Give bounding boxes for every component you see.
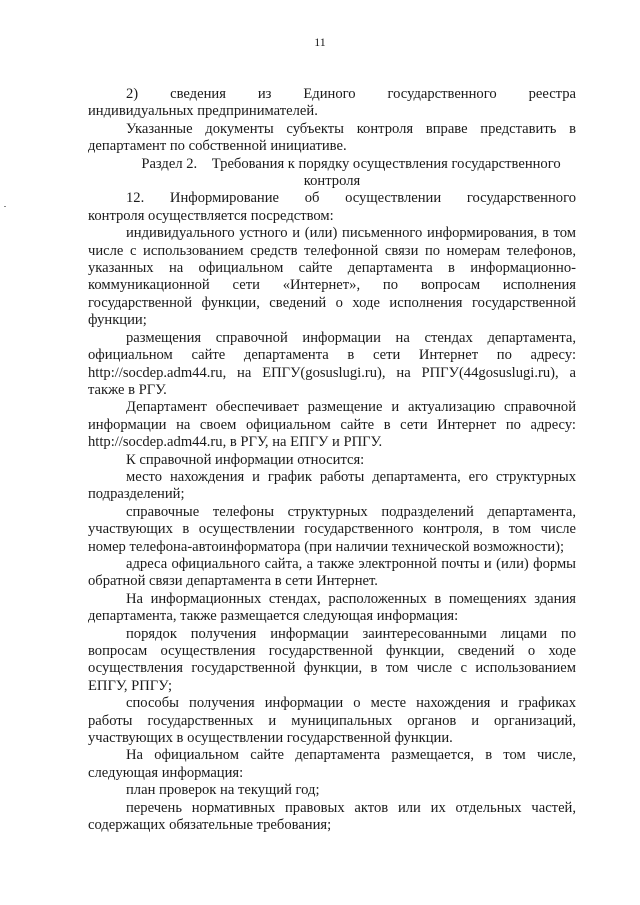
paragraph-legal-acts: перечень нормативных правовых актов или их отдельных частей, содержащих обязательные требования;: [88, 799, 576, 834]
paragraph-location-schedule: место нахождения и график работы департамента, его структурных подразделений;: [88, 468, 576, 503]
paragraph-12-intro: 12. Информирование об осуществлении государственного контроля осуществляется посредством:: [88, 190, 576, 224]
paragraph-info-methods: способы получения информации о месте нахождения и графиках работы государственных и муниципальных органов и организаций, участвующих в осуществлении государственной функции.: [88, 695, 576, 747]
page-number: 11: [314, 35, 326, 49]
paragraph-site-addresses: адреса официального сайта, а также электронной почты и (или) формы обратной связи департамента в сети Интернет.: [88, 555, 576, 590]
paragraph-individual-info: индивидуального устного и (или) письменного информирования, в том числе с использованием средств телефонной связи по номерам телефонов, указанных на официальном сайте департамента в информационно-коммуникационной сети «Интернет», по вопросам исполнения государственной функции, сведений о ходе исполнения государственной функции;: [88, 225, 576, 329]
section-label: Раздел 2.: [141, 155, 198, 172]
paragraph-reference-placement: размещения справочной информации на стендах департамента, официальном сайте департамента в сети Интернет по адресу: http://socdep.adm44.ru, на ЕПГУ(gosuslugi.ru), на РПГУ(44gosuslugi.ru), а также в РГУ.: [88, 329, 576, 398]
paragraph-registry-info: 2) сведения из Единого государственного реестра индивидуальных предпринимателей.: [88, 86, 576, 120]
margin-mark: [4, 206, 6, 207]
paragraph-own-initiative: Указанные документы субъекты контроля вправе представить в департамент по собственной инициативе.: [88, 120, 576, 155]
paragraph-official-site: На официальном сайте департамента размещается, в том числе, следующая информация:: [88, 747, 576, 781]
paragraph-department-ensures: Департамент обеспечивает размещение и актуализацию справочной информации на своем официальном сайте в сети Интернет по адресу: http://socdep.adm44.ru, в РГУ, на ЕПГУ и РПГУ.: [88, 399, 576, 451]
paragraph-info-procedure: порядок получения информации заинтересованными лицами по вопросам осуществления государственной функции, сведений о ходе осуществления государственной функции, в том числе с использованием ЕПГУ, РПГУ;: [88, 625, 576, 694]
paragraph-inspection-plan: план проверок на текущий год;: [126, 782, 320, 799]
section-heading: [88, 156, 576, 191]
section-title: Требования к порядку осуществления государственного контроля: [211, 155, 561, 190]
document-body: [88, 86, 576, 834]
paragraph-phone-numbers: справочные телефоны структурных подразделений департамента, участвующих в осуществлении государственного контроля, в том числе номер телефона-автоинформатора (при наличии технической возможности);: [88, 503, 576, 555]
paragraph-info-stands: На информационных стендах, расположенных в помещениях здания департамента, также размещается следующая информация:: [88, 590, 576, 625]
paragraph-reference-includes: К справочной информации относится:: [126, 451, 365, 468]
